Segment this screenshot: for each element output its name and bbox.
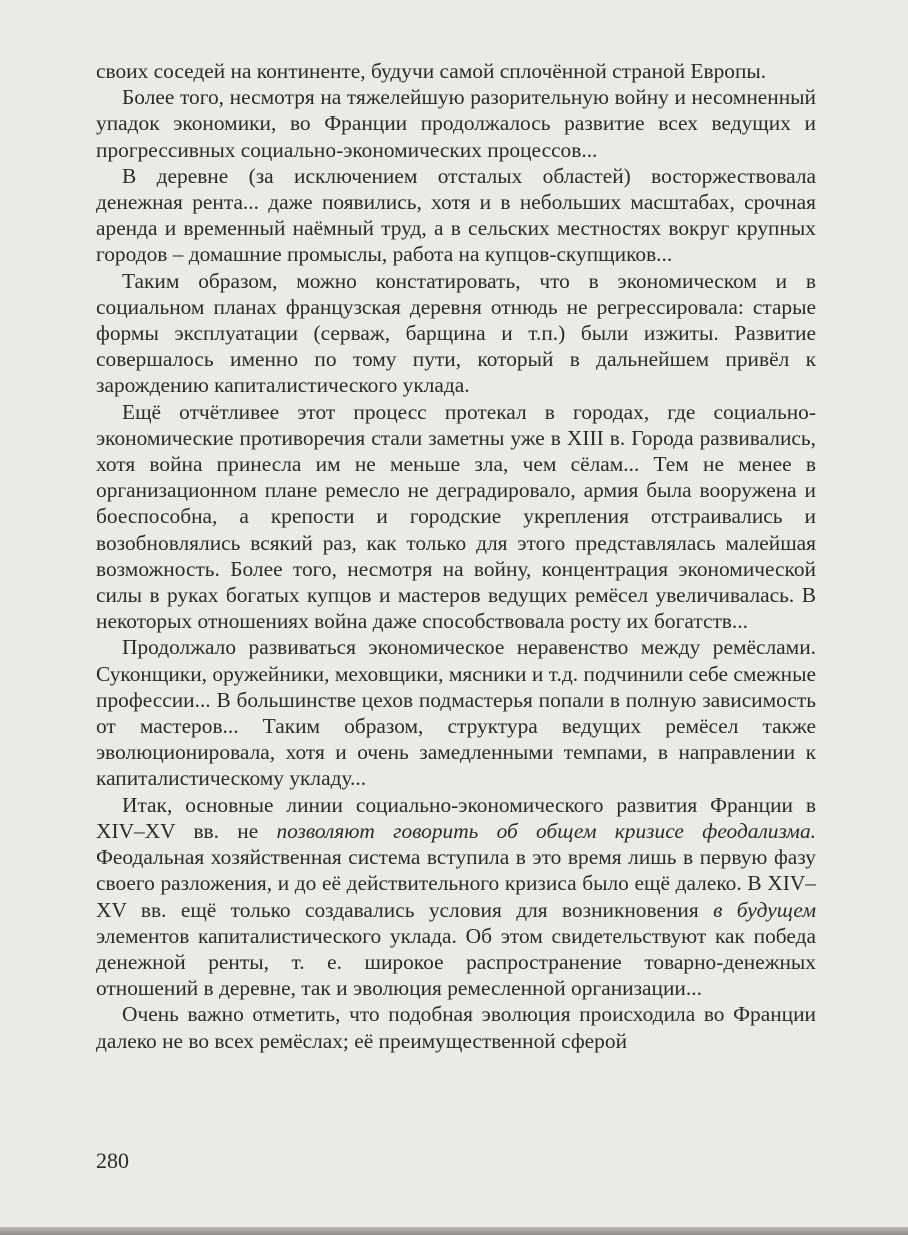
- text-run: Очень важно отметить, что подобная эволюция происходила во Франции далеко не во всех ремёслах; её преимущественной сферой: [96, 1002, 816, 1053]
- italic-text: в будущем: [713, 897, 816, 922]
- text-run: Таким образом, можно констатировать, что в экономическом и в социальном планах французская деревня отнюдь не регрессировала: старые формы эксплуатации (серваж, барщина и т.п.) были изжиты. Развитие совершалось именно по тому пути, который в дальнейшем привёл к зарождению капиталистического уклада.: [96, 268, 816, 398]
- italic-text: позволяют говорить об общем кризисе феодализма.: [276, 818, 816, 843]
- text-run: Более того, несмотря на тяжелейшую разорительную войну и несомненный упадок экономики, во Франции продолжалось развитие всех ведущих и прогрессивных социально-экономических процессов...: [96, 85, 816, 162]
- text-run: Феодальная хозяйственная система вступила в это время лишь в первую фазу своего разложения, и до её действительного кризиса было ещё далеко. В XIV–XV вв. ещё только создавались условия для возникновения: [96, 845, 816, 922]
- text-run: В деревне (за исключением отсталых областей) восторжествовала денежная рента... даже появились, хотя и в небольших масштабах, срочная аренда и временный наёмный труд, а в сельских местностях вокруг крупных городов – домашние промыслы, работа на купцов-скупщиков...: [96, 163, 816, 267]
- paragraph: [96, 268, 816, 399]
- body-text: [96, 58, 816, 1054]
- page-number: 280: [96, 1148, 129, 1173]
- paragraph: [96, 163, 816, 268]
- text-run: элементов капиталистического уклада. Об этом свидетельствуют как победа денежной ренты, т. е. широкое распространение товарно-денежных отношений в деревне, так и эволюция ремесленной организации...: [96, 923, 816, 1001]
- paragraph: [96, 84, 816, 163]
- text-run: своих соседей на континенте, будучи самой сплочённой страной Европы.: [96, 59, 767, 83]
- paragraph: [96, 634, 816, 791]
- text-run: Ещё отчётливее этот процесс протекал в городах, где социально-экономические противоречия стали заметны уже в XIII в. Города развивались, хотя война принесла им не меньше зла, чем сёлам... Тем не менее в организационном плане ремесло не деградировало, армия была вооружена и боеспособна, а крепости и городские укрепления отстраивались и возобновлялись всякий раз, как только для этого представлялась малейшая возможность. Более того, несмотря на войну, концентрация экономической силы в руках богатых купцов и мастеров ведущих ремёсел увеличивалась. В некоторых отношениях война даже способствовала росту их богатств...: [96, 399, 816, 634]
- paragraph: [96, 58, 816, 84]
- paragraph: [96, 792, 816, 1002]
- paragraph: [96, 1001, 816, 1053]
- paragraph: [96, 399, 816, 635]
- text-run: Продолжало развиваться экономическое неравенство между ремёслами. Суконщики, оружейники, меховщики, мясники и т.д. подчинили себе смежные профессии... В большинстве цехов подмастерья попали в полную зависимость от мастеров... Таким образом, структура ведущих ремёсел также эволюционировала, хотя и очень замедленными темпами, в направлении к капиталистическому укладу...: [96, 635, 816, 791]
- scan-bottom-edge: [0, 1227, 908, 1235]
- text-run: Итак, основные линии социально-экономического развития Франции в XIV–XV вв. не: [96, 792, 816, 843]
